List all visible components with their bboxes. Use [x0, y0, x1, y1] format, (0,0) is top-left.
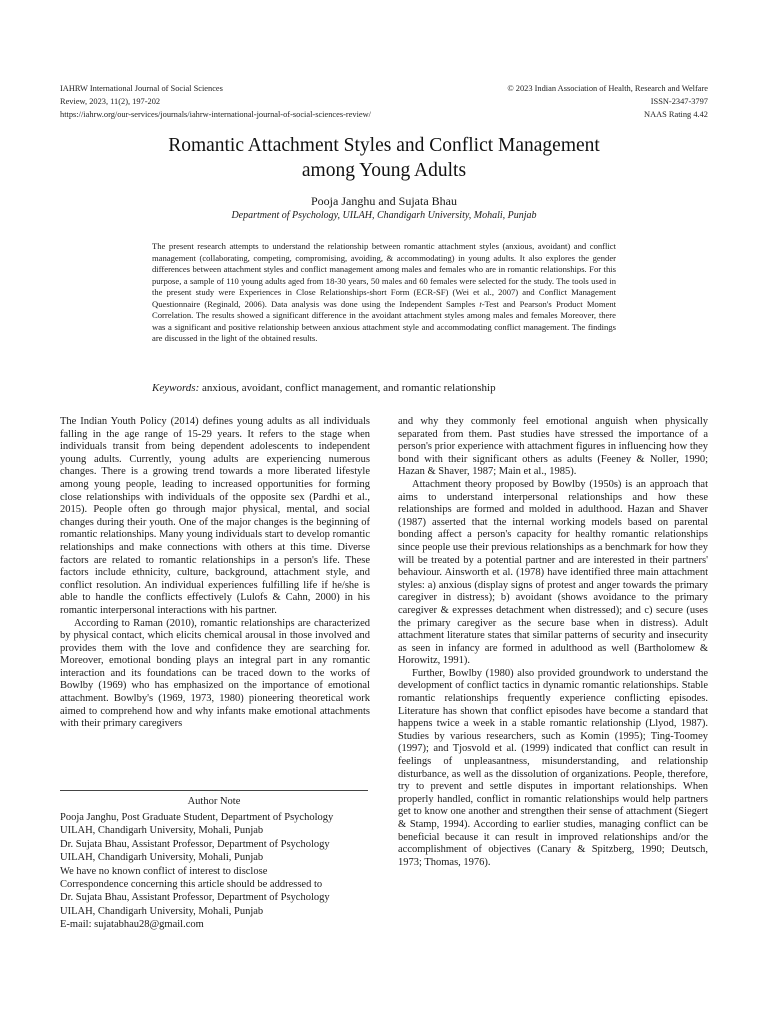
journal-volume: Review, 2023, 11(2), 197-202: [60, 96, 161, 106]
author-note-line: UILAH, Chandigarh University, Mohali, Punjab: [60, 905, 264, 917]
title-line-2: among Young Adults: [301, 160, 467, 181]
author-note-line: Correspondence concerning this article should be addressed to: [60, 879, 323, 891]
body-paragraph: Attachment theory proposed by Bowlby (1950s) is an approach that aims to understand interpersonal relationships and how these relationships are formed and molded in adulthood. Hazan and Shaver (1987) asserted that the internal working models based on parental bonding affect a person's capacity for healthy romantic relationships since people use their previous relationships as a benchmark for how they will be treated by a potential partner and are interested in their partners' behaviour. Ainsworth et al. (1978) have identified three main attachment styles: a) anxious (display signs of protest and anger towards the primary caregiver in distress); b) avoidant (shows avoidance to the primary caregiver & expresses detachment when distressed); and c) secure (uses the primary caregiver as the secure base when in distress). Adult attachment literature states that similar patterns of security and insecurity as seen in infancy are formed in adulthood as well (Bartholomew & Horowitz, 1991).: [398, 478, 708, 667]
author-note-line: Pooja Janghu, Post Graduate Student, Department of Psychology: [60, 812, 334, 823]
author-note: [60, 811, 380, 932]
author-note-line: Dr. Sujata Bhau, Assistant Professor, Department of Psychology: [60, 838, 330, 850]
author-note-divider: [60, 790, 368, 791]
issn-line: ISSN-2347-3797: [650, 96, 708, 106]
abstract: [152, 241, 616, 345]
author-note-title: Author Note: [187, 796, 241, 807]
journal-url[interactable]: https://iahrw.org/our-services/journals/iahrw-international-journal-of-social-sciences-review/: [60, 109, 371, 119]
title-line-1: Romantic Attachment Styles and Conflict Management: [168, 135, 600, 156]
author-note-line: We have no known conflict of interest to disclose: [60, 865, 268, 877]
author-affiliation: Department of Psychology, UILAH, Chandigarh University, Mohali, Punjab: [231, 210, 537, 221]
journal-name: IAHRW International Journal of Social Sciences: [60, 84, 223, 93]
abstract-text-a: The present research attempts to understand the relationship between romantic attachment styles (anxious, avoidant) and conflict management (collaborating, competing, compromising, avoiding, & accommodating) in young adults. It also explores the gender differences between attachment styles and conflict management among males and females who are in romantic relationships. For this purpose, a sample of 110 young adults aged from 18-30 years, 50 males and 60 females were selected for the study. The tools used in the present study were Experiences in Close Relationships-short Form (ECR-SF) (Wei et al., 2007) and Conflict Management Questionnaire (Reginald, 2006). Data analysis was done using the Independent Samples: [152, 241, 616, 309]
body-left-column: [60, 416, 370, 731]
body-paragraph: According to Raman (2010), romantic relationships are characterized by physical contact, which elicits chemical arousal in those involved and provides them with the love and confidence they are searching for. Moreover, emotional bonding plays an integral part in any romantic interaction and its foundations can be traced down to the works of Bowlby (1969) who has emphasized on the importance of emotional attachment. Bowlby's (1969, 1973, 1980) pioneering theoretical work aimed to comprehend how and why infants make emotional attachments with their primary caregivers: [60, 617, 370, 730]
author-note-line: UILAH, Chandigarh University, Mohali, Punjab: [60, 825, 264, 837]
author-note-line: UILAH, Chandigarh University, Mohali, Punjab: [60, 852, 264, 864]
keywords: [152, 381, 672, 395]
author-names: Pooja Janghu and Sujata Bhau: [311, 194, 457, 208]
author-note-line: Dr. Sujata Bhau, Assistant Professor, Department of Psychology: [60, 892, 330, 904]
article-title: [60, 133, 708, 183]
keywords-label: Keywords:: [152, 382, 200, 394]
journal-header-right: [507, 83, 708, 121]
abstract-t-letter: t: [479, 298, 482, 309]
body-paragraph: Further, Bowlby (1980) also provided groundwork to understand the development of conflict tactics in dynamic romantic relationships. Stable romantic relationships frequently experience conflicting episodes. Literature has shown that conflict episodes have become a standard that happens twice a week in a stable romantic relationship (Llyod, 1987). Studies by various researchers, such as Komin (1995); Ting-Toomey (1997); and Tjosvold et al. (1999) indicated that conflict can result in feelings of unpleasantness, misunderstanding, and relationship disturbance, as well as the dissolution of organizations. People, therefore, try to prevent and settle disputes in important relationships. When properly handled, conflict in romantic relationships would help partners get to know one another and strengthen their sense of attachment (Siegert & Stamp, 1994). According to earlier studies, managing conflict can be beneficial because it can result in improved relationships and/or the accomplishment of objectives (Canary & Spitzberg, 1990; Deutsch, 1973; Thomas, 1976).: [398, 667, 708, 868]
body-right-column: [398, 416, 708, 869]
copyright-line: © 2023 Indian Association of Health, Research and Welfare: [507, 84, 708, 93]
naas-rating: NAAS Rating 4.42: [644, 109, 708, 119]
author-email[interactable]: E-mail: sujatabhau28@gmail.com: [60, 919, 204, 931]
body-paragraph: The Indian Youth Policy (2014) defines young adults as all individuals falling in the age range of 15-29 years. It refers to the stage when individuals transit from being dependent adolescents to independent young adults. Currently, young adults are experiencing numerous changes. There is a growing trend towards a more liberated lifestyle among young people, leading to increased opportunities for forming close relationships with individuals of the opposite sex (Pardhi et al., 2015). People often go through major physical, mental, and social changes during their youth. One of the major changes is the beginning of romantic relationships. Many young individuals start to develop romantic relationships and make connections with others at this time. Diverse factors are related to romantic relationships in a person's life. These factors include ethnicity, culture, background, attachment style, and conflict resolution. An individual experiences fulfilling life if he/she is able to handle the conflicts effectively (Lulofs & Cahn, 2000) in his romantic interpersonal interactions with his partner.: [60, 416, 370, 616]
abstract-text-b: -Test and Pearson's Product Moment Correlation. The results showed a significant difference in the avoidant attachment styles among males and females Moreover, there was a significant and positive relationship between anxious attachment style and accommodating conflict management. The findings are discussed in the light of the obtained results.: [152, 298, 616, 343]
journal-header-left: [60, 83, 371, 121]
body-paragraph: and why they commonly feel emotional anguish when physically separated from them. Past studies have stressed the importance of a person's prior experience with attachment figures in influencing how they bond with their significant others as adults (Feeney & Noller, 1990; Hazan & Shaver, 1987; Main et al., 1985).: [398, 416, 708, 478]
keywords-text: anxious, avoidant, conflict management, and romantic relationship: [199, 382, 496, 394]
